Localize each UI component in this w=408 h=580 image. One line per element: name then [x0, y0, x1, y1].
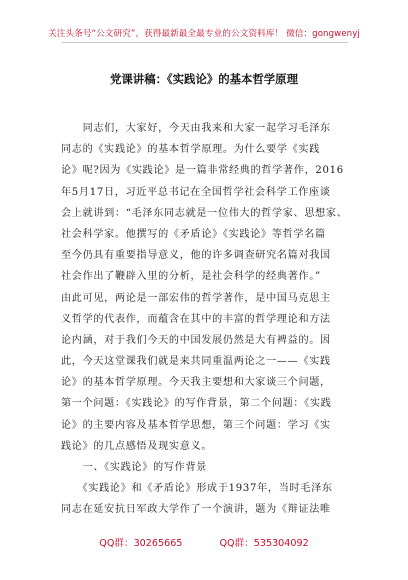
document-title: 党课讲稿：《实践论》的基本哲学原理: [110, 72, 298, 86]
body-line: 社会科学家。他撰写的《矛盾论》《实践论》等哲学名篇: [61, 228, 326, 240]
body-line: 论》的主要内容及基本哲学思想，第三个问题：学习《实: [61, 419, 331, 431]
body-line: 社会作出了鞭辟入里的分析，是社会科学的经典著作。”: [61, 271, 321, 283]
body-line: 论》的基本哲学原理。今天我主要想和大家谈三个问题，: [61, 377, 331, 389]
body-line: 义哲学的代表作，而蕴含在其中的丰富的哲学理论和方法: [61, 313, 331, 325]
section-heading: 一、《实践论》的写作背景: [61, 462, 208, 473]
body-line: 同志在延安抗日军政大学作了一个演讲，题为《辩证法唯: [61, 504, 331, 516]
body-line: 此，今天这堂课我们就是来共同重温两论之一——《实践: [61, 356, 331, 368]
body-line: 《实践论》和《矛盾论》形成于1937年，当时毛泽东: [61, 483, 333, 495]
body-line: 论内涵，对于我们今天的中国发展仍然是大有裨益的。因: [61, 334, 331, 346]
body-line: 论》呢?因为《实践论》是一篇非常经典的哲学著作，2016: [61, 165, 344, 177]
qq-group-1: QQ群：30265665: [99, 538, 183, 549]
body-line: 由此可见，两论是一部宏伟的哲学著作，是中国马克思主: [61, 292, 331, 304]
header-banner: 关注头条号“公文研究”，获得最新最全最专业的公文资料库！ 微信：gongwenyj: [48, 29, 360, 39]
body-line: 同志的《实践论》的基本哲学原理。为什么要学《实践: [61, 144, 321, 156]
document-body: [61, 118, 348, 521]
header-divider: [62, 42, 348, 43]
body-line: 会上就讲到：“毛泽东同志就是一位伟大的哲学家、思想家、: [61, 207, 348, 219]
qq-group-2: QQ群：535304092: [219, 538, 309, 549]
body-line: 践论》的几点感悟及现实意义。: [61, 440, 213, 452]
body-line: 同志们，大家好，今天由我来和大家一起学习毛泽东: [61, 123, 331, 134]
body-line: 年5月17日，习近平总书记在全国哲学社会科学工作座谈: [61, 186, 331, 198]
body-line: 至今仍具有重要指导意义，他的许多调查研究名篇对我国: [61, 250, 331, 262]
footer: [0, 535, 408, 549]
body-line: 第一个问题：《实践论》的写作背景，第二个问题：《实践: [61, 398, 332, 410]
